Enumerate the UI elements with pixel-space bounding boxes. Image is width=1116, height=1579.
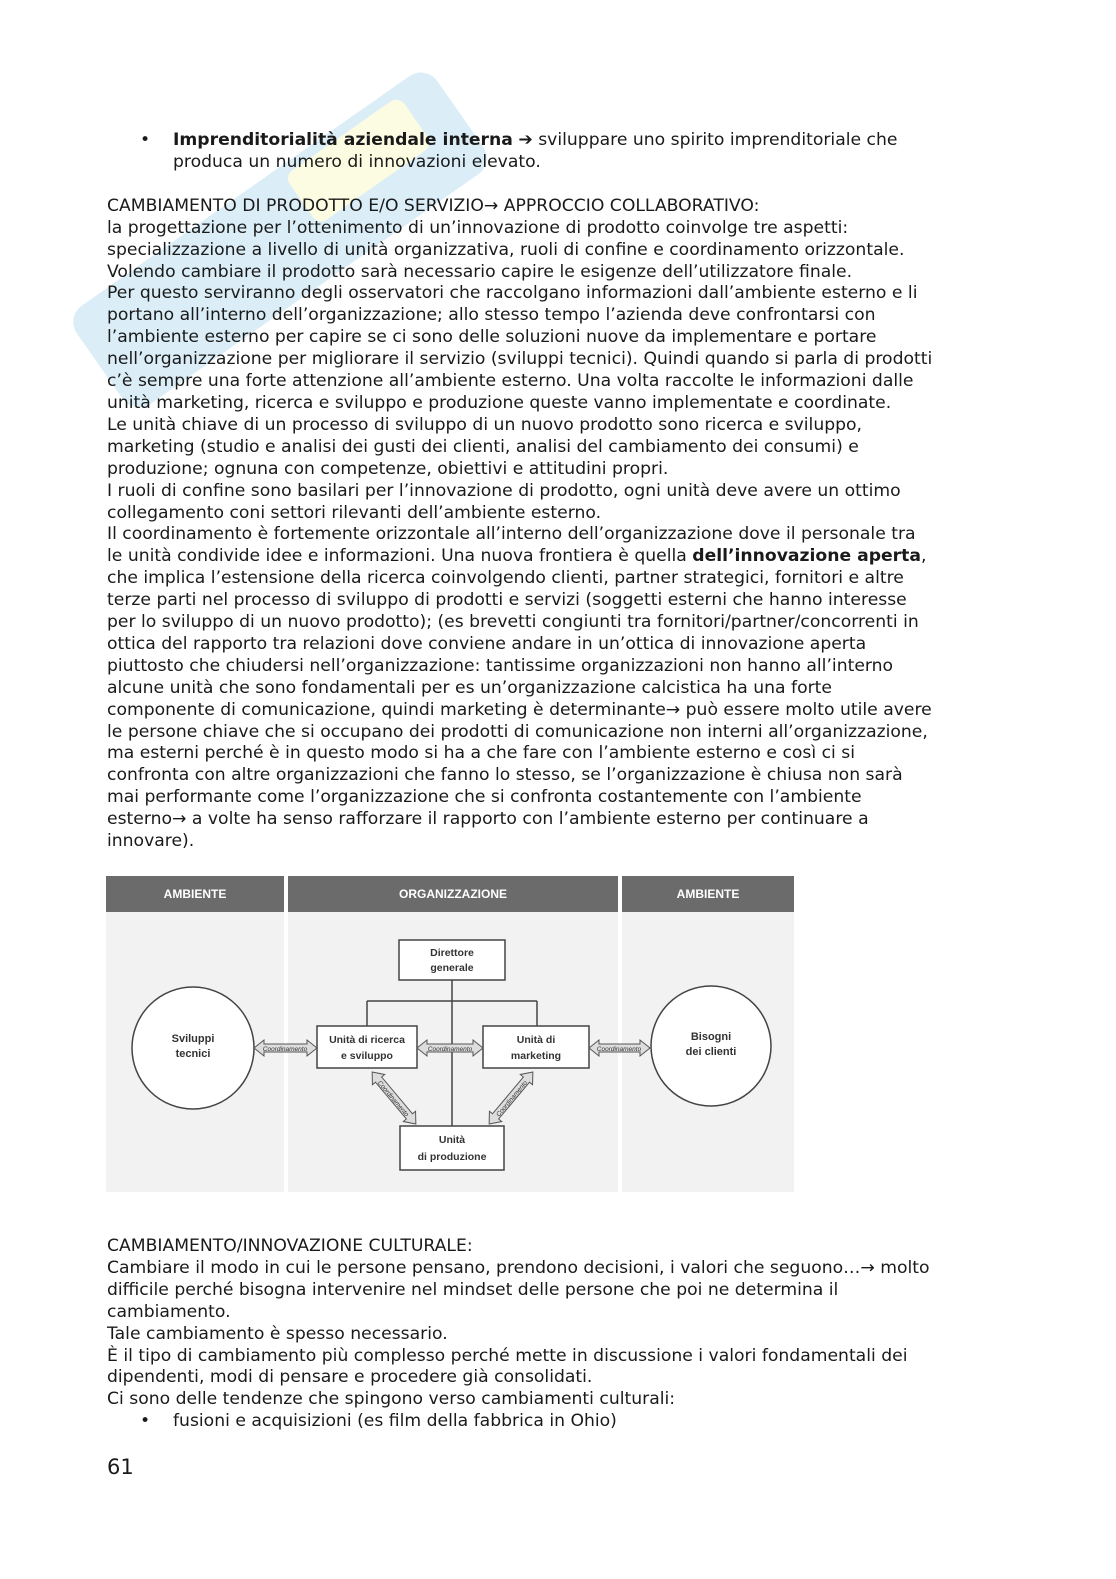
- heading-text-b: APPROCCIO COLLABORATIVO:: [498, 195, 760, 216]
- text-line: alcune unità che sono fondamentali per es un’organizzazione calcistica ha una forte: [107, 677, 832, 698]
- director-box: [399, 940, 505, 980]
- section-product-change: [107, 196, 1007, 853]
- svg-text:Coordinamento: Coordinamento: [427, 1046, 473, 1053]
- left-circle-label: Sviluppi: [171, 1033, 215, 1045]
- text-line: Ci sono delle tendenze che spingono verso cambiamenti culturali:: [107, 1389, 676, 1410]
- right-circle-label: Bisogni: [690, 1031, 732, 1043]
- bullet-item: [107, 130, 1007, 174]
- marketing-label: Unità di: [516, 1034, 556, 1046]
- text-line: specializzazione a livello di unità organizzativa, ruoli di confine e coordinamento orizzontale.: [107, 239, 905, 260]
- text-line: Tale cambiamento è spesso necessario.: [107, 1323, 448, 1344]
- left-header: AMBIENTE: [163, 887, 227, 901]
- text-line: cambiamento.: [107, 1301, 231, 1322]
- director-label: Direttore: [430, 947, 474, 959]
- section-cultural-change: [107, 1236, 1007, 1433]
- page-number: 61: [107, 1455, 134, 1479]
- section-heading: CAMBIAMENTO/INNOVAZIONE CULTURALE:: [107, 1236, 473, 1256]
- text-line: c’è sempre una forte attenzione all’ambiente esterno. Una volta raccolte le informazioni dalle: [107, 371, 914, 392]
- innovation-diagram: [106, 876, 794, 1192]
- center-header: ORGANIZZAZIONE: [399, 887, 507, 901]
- text-line: per lo sviluppo di un nuovo prodotto); (es brevetti congiunti tra fornitori/partner/concorrenti in: [107, 612, 919, 633]
- text-line: difficile perché bisogna intervenire nel mindset delle persone che poi ne determina il: [107, 1279, 839, 1300]
- text-line: Il coordinamento è fortemente orizzontale all’interno dell’organizzazione dove il personale tra: [107, 524, 916, 545]
- text-line: esterno→ a volte ha senso rafforzare il rapporto con l’ambiente esterno per continuare a: [107, 809, 869, 830]
- text-line: che implica l’estensione della ricerca coinvolgendo clienti, partner strategici, fornitori e altre: [107, 568, 904, 589]
- text-line: Le unità chiave di un processo di sviluppo di un nuovo prodotto sono ricerca e sviluppo,: [107, 414, 863, 435]
- production-label-2: di produzione: [417, 1151, 487, 1163]
- bullet-text: fusioni e acquisizioni (es film della fabbrica in Ohio): [173, 1411, 617, 1432]
- marketing-label-2: marketing: [510, 1050, 562, 1062]
- line-text: ,: [920, 546, 927, 567]
- production-unit-box: [400, 1126, 504, 1170]
- text-line: l’ambiente esterno per capire se ci sono delle soluzioni nuove da implementare e portare: [107, 327, 877, 348]
- text-line: nell’organizzazione per migliorare il servizio (sviluppi tecnici). Quindi quando si parla di prodotti: [107, 349, 933, 370]
- bullet-text-cont: produca un numero di innovazioni elevato.: [173, 151, 541, 172]
- text-line: piuttosto che chiudersi nell’organizzazione: tantissime organizzazioni non hanno all’interno: [107, 655, 894, 676]
- text-line: I ruoli di confine sono basilari per l’innovazione di prodotto, ogni unità deve avere un ottimo: [107, 480, 901, 501]
- text-line: la progettazione per l’ottenimento di un’innovazione di prodotto coinvolge tre aspetti:: [107, 217, 849, 238]
- rd-label-2: e sviluppo: [341, 1050, 393, 1062]
- bullet-text: sviluppare uno spirito imprenditoriale che: [532, 130, 898, 150]
- arrow-icon: →: [483, 195, 499, 216]
- bullet-bold-text: Imprenditorialità aziendale interna: [173, 130, 513, 150]
- text-line: [107, 546, 1007, 568]
- bold-term: dell’innovazione aperta: [692, 546, 921, 567]
- section-heading: [107, 196, 1007, 218]
- text-line: marketing (studio e analisi dei gusti dei clienti, analisi del cambiamento dei consumi) e: [107, 436, 859, 457]
- svg-text:Coordinamento: Coordinamento: [262, 1046, 308, 1053]
- svg-text:Coordinamento: Coordinamento: [375, 1079, 410, 1119]
- svg-text:Coordinamento: Coordinamento: [495, 1079, 530, 1119]
- text-line: dipendenti, modi di pensare e procedere già consolidati.: [107, 1367, 593, 1388]
- text-line: unità marketing, ricerca e sviluppo e produzione queste vanno implementate e coordinate.: [107, 392, 892, 413]
- text-line: È il tipo di cambiamento più complesso perché mette in discussione i valori fondamentali dei: [107, 1345, 908, 1366]
- paragraph-cont: [107, 568, 1007, 853]
- text-line: collegamento coni settori rilevanti dell’ambiente esterno.: [107, 502, 602, 523]
- text-line: ottica del rapporto tra relazioni dove conviene andare in un’ottica di innovazione aperta: [107, 633, 867, 654]
- bullet-item: [107, 1411, 1007, 1433]
- line-text: le unità condivide idee e informazioni. Una nuova frontiera è quella: [107, 546, 693, 567]
- bullet-glyph: •: [140, 1411, 151, 1432]
- text-line: Cambiare il modo in cui le persone pensano, prendono decisioni, i valori che seguono…→ molto: [107, 1257, 930, 1278]
- svg-text:Coordinamento: Coordinamento: [596, 1046, 642, 1053]
- director-label-2: generale: [430, 962, 474, 974]
- left-circle-label-2: tecnici: [175, 1048, 211, 1060]
- text-line: ma esterni perché è in questo modo si ha a che fare con l’ambiente esterno e così ci si: [107, 743, 856, 764]
- paragraph: [107, 1258, 1007, 1411]
- heading-text: CAMBIAMENTO DI PRODOTTO E/O SERVIZIO: [107, 195, 484, 216]
- text-line: Volendo cambiare il prodotto sarà necessario capire le esigenze dell’utilizzatore finale.: [107, 261, 853, 282]
- text-line: mai performante come l’organizzazione che si confronta costantemente con l’ambiente: [107, 787, 862, 808]
- production-label: Unità: [438, 1134, 466, 1146]
- text-line: componente di comunicazione, quindi marketing è determinante→ può essere molto utile avere: [107, 699, 932, 720]
- paragraph: [107, 218, 1007, 547]
- rd-label: Unità di ricerca: [329, 1034, 405, 1046]
- text-line: le persone chiave che si occupano dei prodotti di comunicazione non interni all’organizzazione,: [107, 721, 928, 742]
- text-line: innovare).: [107, 831, 195, 852]
- right-circle-label-2: dei clienti: [685, 1046, 737, 1058]
- text-line: terze parti nel processo di sviluppo di prodotti e servizi (soggetti esterni che hanno interesse: [107, 590, 907, 611]
- right-header: AMBIENTE: [676, 887, 740, 901]
- text-line: portano all’interno dell’organizzazione; allo stesso tempo l’azienda deve confrontarsi con: [107, 305, 876, 326]
- arrow-icon: ➔: [518, 130, 533, 150]
- text-line: Per questo serviranno degli osservatori che raccolgano informazioni dall’ambiente esterno e li: [107, 283, 918, 304]
- text-line: confronta con altre organizzazioni che fanno lo stesso, se l’organizzazione è chiusa non sarà: [107, 765, 903, 786]
- bullet-glyph: •: [140, 130, 151, 150]
- text-line: produzione; ognuna con competenze, obiettivi e attitudini propri.: [107, 458, 669, 479]
